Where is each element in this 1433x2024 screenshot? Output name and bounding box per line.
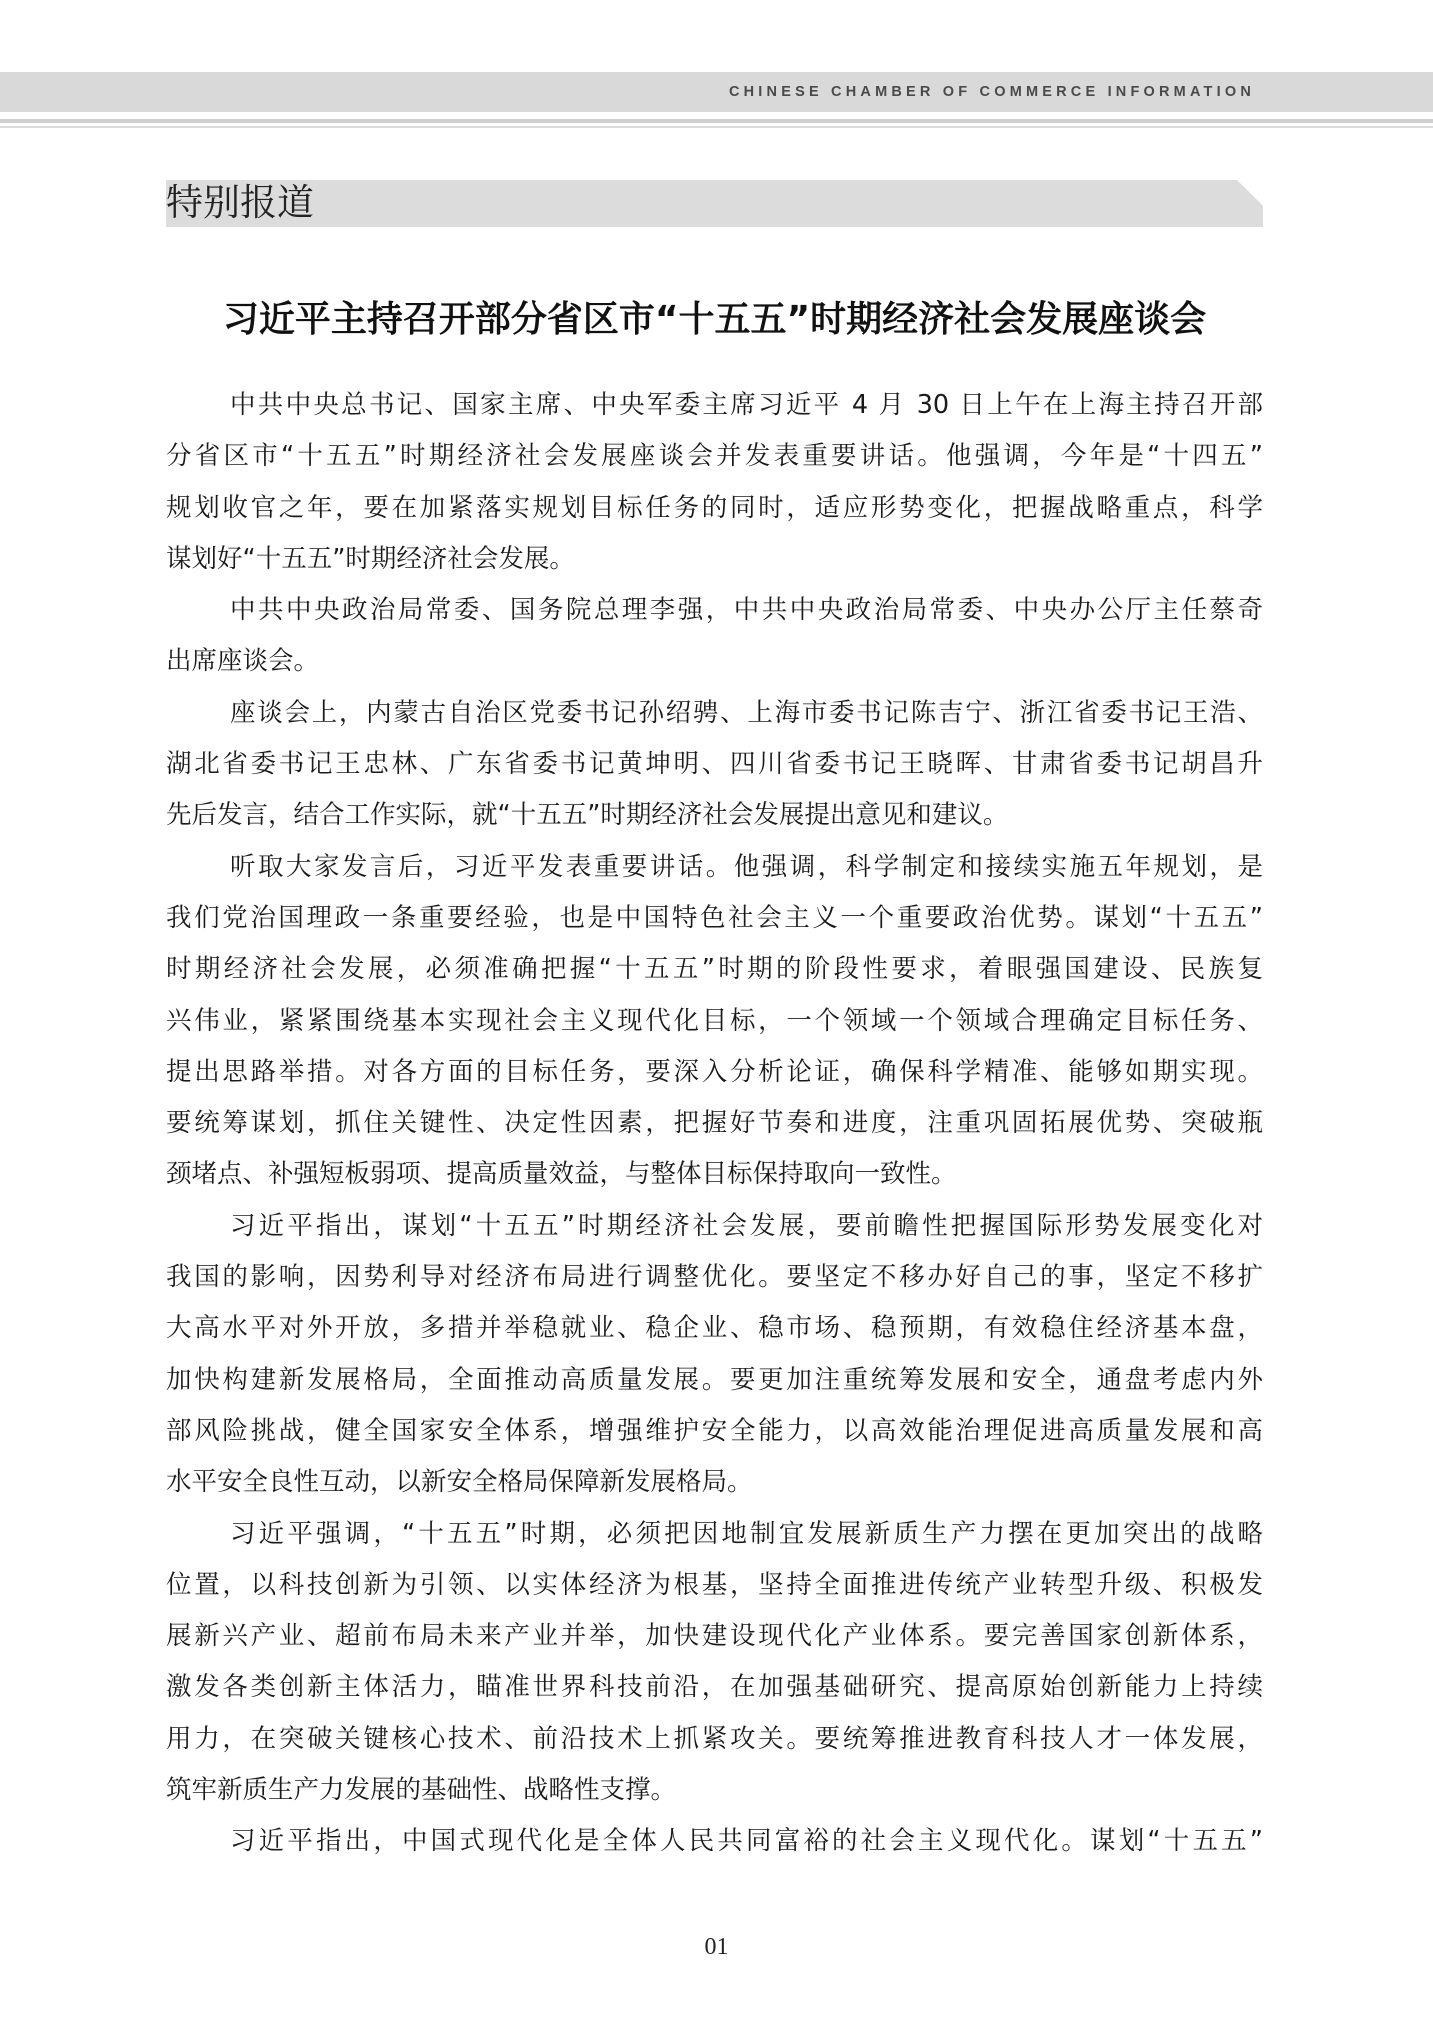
body-line: 水平安全良性互动，以新安全格局保障新发展格局。 xyxy=(166,1467,753,1498)
body-line: 谋划好“十五五”时期经济社会发展。 xyxy=(166,543,575,574)
body-line: 筑牢新质生产力发展的基础性、战略性支撑。 xyxy=(166,1775,677,1806)
body-line: 展新兴产业、超前布局未来产业并举，加快建设现代化产业体系。要完善国家创新体系， xyxy=(166,1621,1263,1652)
body-line: 中共中央总书记、国家主席、中央军委主席习近平 4 月 30 日上午在上海主持召开部 xyxy=(230,390,1263,420)
body-line: 中共中央政治局常委、国务院总理李强，中共中央政治局常委、中央办公厅主任蔡奇 xyxy=(230,595,1263,626)
body-line: 位置，以科技创新为引领、以实体经济为根基，坚持全面推进传统产业转型升级、积极发 xyxy=(166,1569,1263,1600)
header-rule-thin xyxy=(0,126,1433,128)
body-line: 用力，在突破关键核心技术、前沿技术上抓紧攻关。要统筹推进教育科技人才一体发展， xyxy=(166,1723,1263,1754)
body-line: 习近平强调，“十五五”时期，必须把因地制宜发展新质生产力摆在更加突出的战略 xyxy=(230,1518,1263,1549)
body-line: 分省区市“十五五”时期经济社会发展座谈会并发表重要讲话。他强调，今年是“十四五” xyxy=(166,441,1263,472)
body-line: 兴伟业，紧紧围绕基本实现社会主义现代化目标，一个领域一个领域合理确定目标任务、 xyxy=(166,1005,1263,1036)
body-line: 习近平指出，谋划“十五五”时期经济社会发展，要前瞻性把握国际形势发展变化对 xyxy=(230,1210,1263,1241)
body-line: 颈堵点、补强短板弱项、提高质量效益，与整体目标保持取向一致性。 xyxy=(166,1159,957,1190)
body-line: 时期经济社会发展，必须准确把握“十五五”时期的阶段性要求，着眼强国建设、民族复 xyxy=(166,954,1263,985)
body-line: 提出思路举措。对各方面的目标任务，要深入分析论证，确保科学精准、能够如期实现。 xyxy=(166,1056,1263,1087)
body-line: 激发各类创新主体活力，瞄准世界科技前沿，在加强基础研究、提高原始创新能力上持续 xyxy=(166,1672,1263,1703)
header-rule xyxy=(0,119,1433,123)
body-line: 我国的影响，因势利导对经济布局进行调整优化。要坚定不移办好自己的事，坚定不移扩 xyxy=(166,1262,1263,1293)
body-line: 出席座谈会。 xyxy=(166,646,320,677)
article-title: 习近平主持召开部分省区市“十五五”时期经济社会发展座谈会 xyxy=(222,299,1207,340)
section-banner xyxy=(166,180,1263,227)
publication-name: CHINESE CHAMBER OF COMMERCE INFORMATION xyxy=(728,84,1255,100)
body-line: 习近平指出，中国式现代化是全体人民共同富裕的社会主义现代化。谋划“十五五” xyxy=(230,1826,1263,1857)
body-line: 我们党治国理政一条重要经验，也是中国特色社会主义一个重要政治优势。谋划“十五五” xyxy=(166,902,1263,933)
body-line: 湖北省委书记王忠林、广东省委书记黄坤明、四川省委书记王晓晖、甘肃省委书记胡昌升 xyxy=(166,749,1263,780)
article-body xyxy=(166,380,1263,1868)
body-line: 听取大家发言后，习近平发表重要讲话。他强调，科学制定和接续实施五年规划，是 xyxy=(230,851,1263,882)
body-line: 部风险挑战，健全国家安全体系，增强维护安全能力，以高效能治理促进高质量发展和高 xyxy=(166,1415,1263,1446)
page-number: 01 xyxy=(704,1934,729,1960)
body-line: 规划收官之年，要在加紧落实规划目标任务的同时，适应形势变化，把握战略重点，科学 xyxy=(166,492,1263,523)
body-line: 座谈会上，内蒙古自治区党委书记孙绍骋、上海市委书记陈吉宁、浙江省委书记王浩、 xyxy=(230,697,1263,728)
body-line: 大高水平对外开放，多措并举稳就业、稳企业、稳市场、稳预期，有效稳住经济基本盘， xyxy=(166,1313,1263,1344)
body-line: 加快构建新发展格局，全面推动高质量发展。要更加注重统筹发展和安全，通盘考虑内外 xyxy=(166,1364,1263,1395)
body-line: 要统筹谋划，抓住关键性、决定性因素，把握好节奏和进度，注重巩固拓展优势、突破瓶 xyxy=(166,1108,1263,1139)
body-line: 先后发言，结合工作实际，就“十五五”时期经济社会发展提出意见和建议。 xyxy=(166,800,1009,831)
section-title: 特别报道 xyxy=(166,181,314,224)
